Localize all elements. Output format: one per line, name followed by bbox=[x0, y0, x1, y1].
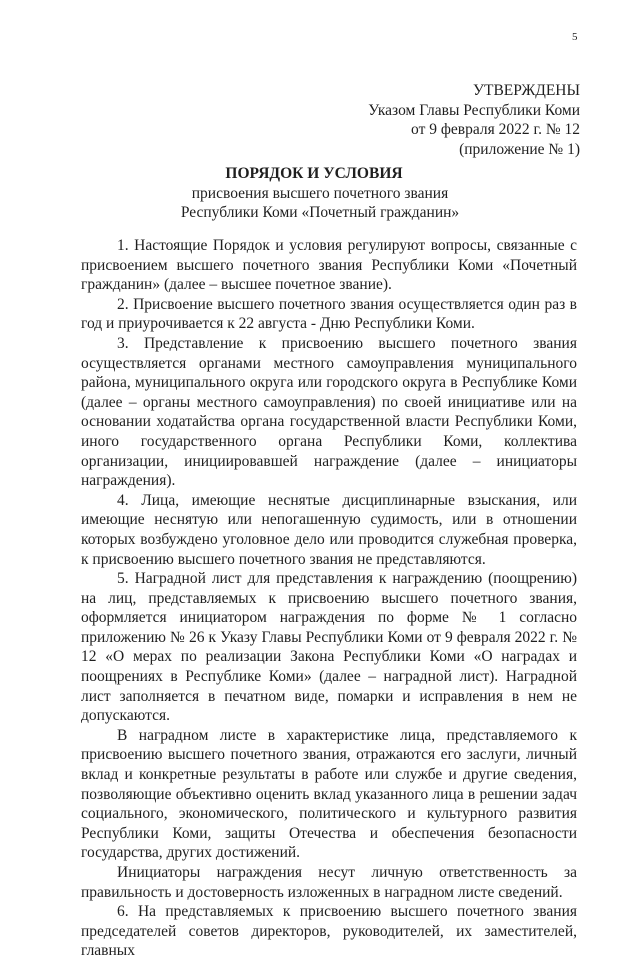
page-number: 5 bbox=[572, 31, 578, 43]
document-body bbox=[81, 236, 577, 961]
document-subtitle-line-1: присвоения высшего почетного звания bbox=[191, 185, 449, 202]
approval-heading: УТВЕРЖДЕНЫ bbox=[473, 82, 580, 99]
paragraph-1: 1. Настоящие Порядок и условия регулируют вопросы, связанные с присвоением высшего почетного звания Республики Коми «Почетный гражданин» (далее – высшее почетное звание). bbox=[81, 237, 577, 294]
paragraph-5: 5. Наградной лист для представления к награждению (поощрению) на лиц, представляемых к присвоению высшего почетного звания, оформляется инициатором награждения по форме № 1 согласно приложению № 26 к Указу Главы Республики Коми от 9 февраля 2022 г. № 12 «О мерах по реализации Закона Республики Коми «О наградах и поощрениях в Республике Коми» (далее – наградной лист). Наградной лист заполняется в печатном виде, помарки и исправления в нем не допускаются. bbox=[81, 570, 577, 725]
paragraph-5-characteristics: В наградном листе в характеристике лица, представляемого к присвоению высшего почетного звания, отражаются его заслуги, личный вклад и конкретные результаты в работе или службе и другие сведения, позволяющие объективно оценить вклад указанного лица в решении задач социального, экономического, политического и культурного развития Республики Коми, защиты Отечества и обеспечения безопасности государства, других достижений. bbox=[81, 726, 577, 862]
approval-appendix: (приложение № 1) bbox=[459, 140, 580, 158]
approval-date: от 9 февраля 2022 г. № 12 bbox=[411, 121, 580, 138]
paragraph-6: 6. На представляемых к присвоению высшего почетного звания председателей советов директоров, руководителей, их заместителей, главных bbox=[81, 903, 577, 960]
document-subtitle-line-2: Республики Коми «Почетный гражданин» bbox=[180, 204, 460, 221]
paragraph-2: 2. Присвоение высшего почетного звания осуществляется один раз в год и приурочивается к 22 августа - Дню Республики Коми. bbox=[81, 295, 577, 333]
approval-stamp-block bbox=[368, 81, 580, 159]
paragraph-3: 3. Представление к присвоению высшего почетного звания осуществляется органами местного самоуправления муниципального района, муниципального округа или городского округа в Республике Коми (далее – органы местного самоуправления) по своей инициативе или на основании ходатайства органа государственной власти Республики Коми, иного государственного органа Республики Коми, коллектива организации, инициировавшей награждение (далее – инициаторы награждения). bbox=[81, 334, 577, 490]
document-heading bbox=[0, 164, 640, 222]
paragraph-4: 4. Лица, имеющие неснятые дисциплинарные взыскания, или имеющие неснятую или непогашенную судимость, или в отношении которых возбуждено уголовное дело или проводится служебная проверка, к присвоению высшего почетного звания не представляются. bbox=[81, 491, 577, 568]
paragraph-5-responsibility: Инициаторы награждения несут личную ответственность за правильность и достоверность изложенных в наградном листе сведений. bbox=[81, 864, 577, 901]
approval-decree: Указом Главы Республики Коми bbox=[368, 101, 580, 119]
document-title: ПОРЯДОК И УСЛОВИЯ bbox=[225, 165, 403, 182]
